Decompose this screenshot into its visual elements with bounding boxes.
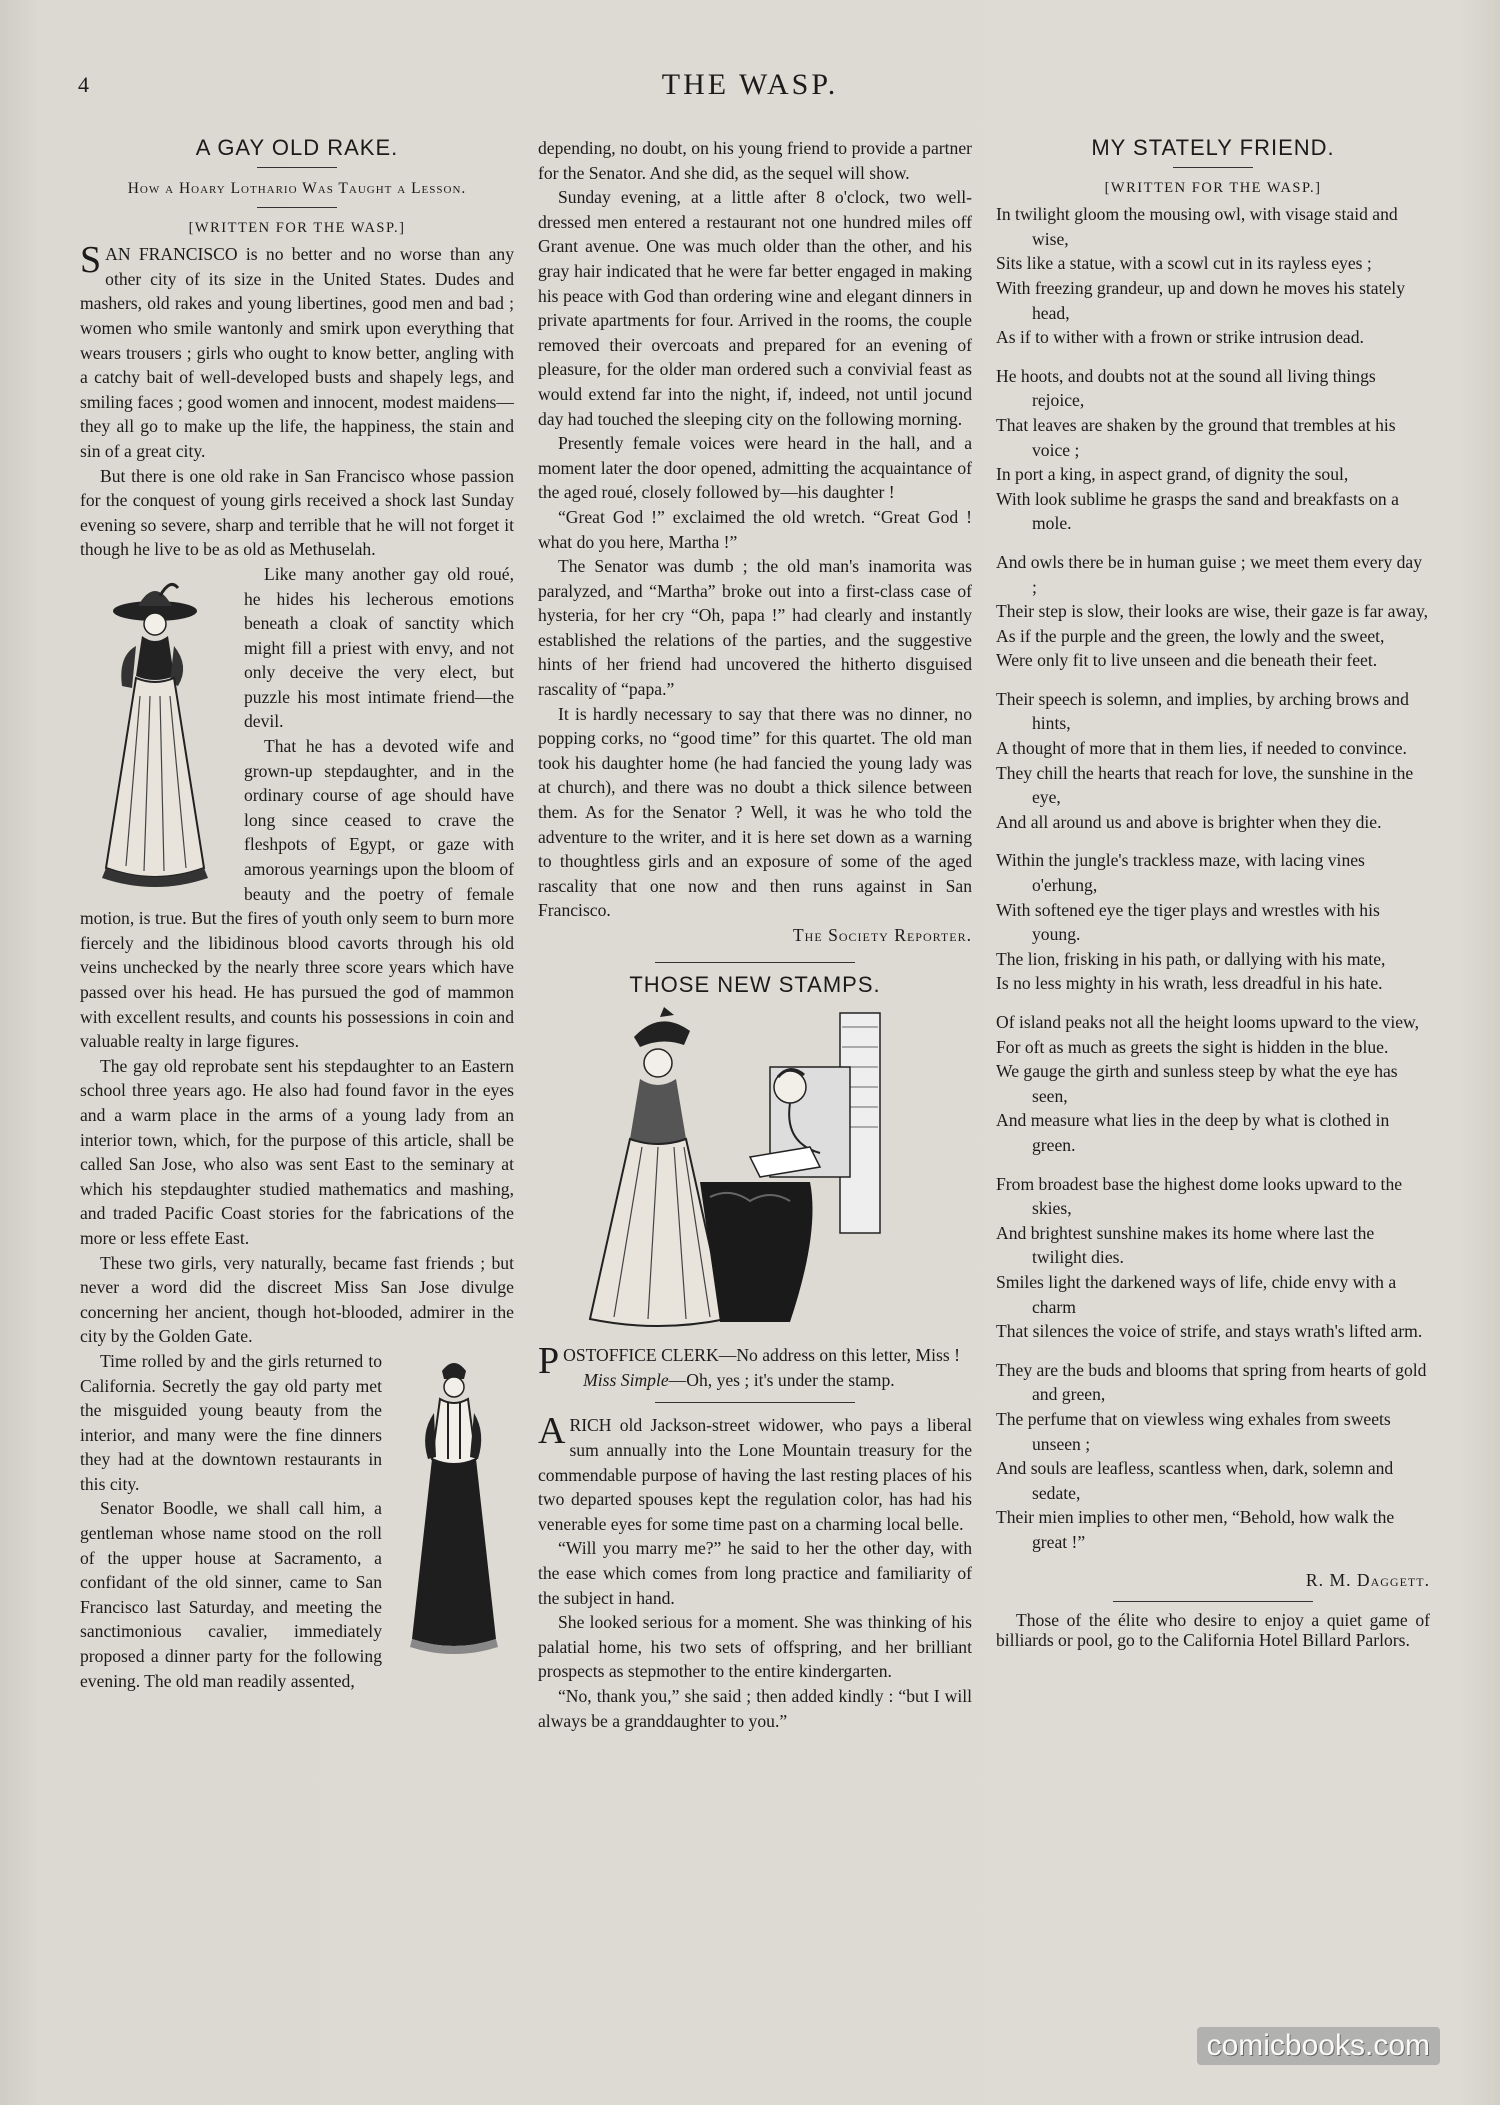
article-paragraph: “Great God !” exclaimed the old wretch. “Great God ! what do you here, Martha !” [538,506,972,552]
poem-line: That silences the voice of strife, and stays wrath's lifted arm. [996,1321,1423,1342]
poem-line: In twilight gloom the mousing owl, with visage staid and wise, [996,204,1398,249]
notice-billiards: Those of the élite who desire to enjoy a quiet game of billiards or pool, go to the California Hotel Billard Parlors. [996,1610,1430,1651]
poem-line: And measure what lies in the deep by what is clothed in green. [996,1110,1390,1155]
article-paragraph: It is hardly necessary to say that there was no dinner, no popping corks, no “good time” for this quartet. The old man took his daughter home (he had fancied the young lady was at church), and there was no doubt a thick silence between them. As for the Senator ? Well, it was he who told the adventure to the writer, and it is here set down as a warning to thoughtless girls and an exposure of some of the aged rascality that one now and then runs against in San Francisco. [538,703,972,921]
article-paragraph: ARICH old Jackson-street widower, who pays a liberal sum annually into the Lone Mountain treasury for the commendable purpose of having the last resting places of his two departed spouses kept the regulation color, has had his venerable eyes for some time past on a charming local belle. [538,1410,972,1534]
poem-line: Is no less mighty in his wrath, less dreadful in his hate. [996,973,1383,994]
article-paragraph: She looked serious for a moment. She was thinking of his palatial home, his two sets of offspring, and her brilliant prospects as stepmother to the entire kindergarten. [538,1612,972,1682]
article-signature: The Society Reporter. [792,925,972,945]
poem-line: The lion, frisking in his path, or dallying with his mate, [996,948,1386,969]
article-paragraph: Senator Boodle, we shall call him, a gentleman whose name stood on the roll of the upper house at Sacramento, a confidant of the old sinner, came to San Francisco last Saturday, and meeting the sanctimonious cavalier, immediately proposed a dinner party for the following evening. The old man readily assented, [80,1498,382,1691]
poem-stanza [996,848,1430,996]
article-paragraph: “No, thank you,” she said ; then added kindly : “but I will always be a granddaughter to you.” [538,1685,972,1731]
poem-line: He hoots, and doubts not at the sound all living things rejoice, [996,365,1376,411]
article-paragraph: These two girls, very naturally, became fast friends ; but never a word did the discreet Miss San Jose divulge concerning her ancient, though hot-blooded, admirer in the city by the Golden Gate. [80,1252,514,1347]
poem-stanza [996,202,1430,350]
article-paragraph: “Will you marry me?” he said to her the other day, with the ease which comes from long practice and familiarity of the subject in hand. [538,1538,972,1608]
subtitle-rule [257,207,337,208]
watermark-logo: comicbooks.com [1197,2027,1440,2065]
article-title-stately-friend: MY STATELY FRIEND. [1091,135,1335,160]
poem-stanza [996,1358,1430,1555]
article-title-new-stamps: THOSE NEW STAMPS. [629,971,881,997]
poem-stanza [996,550,1430,673]
article-paragraph: The gay old reprobate sent his stepdaughter to an Eastern school three years ago. He also had found favor in the eyes and a warm place in the arms of a young lady from an interior town, which, for the purpose of this article, shall be called San Jose, who also was sent East to the seminary at which his stepdaughter studied mathematics and mashing, and traded Pacific Coast stories for the fabrications of the more or less effete East. [80,1055,514,1248]
poem-line: As if the purple and the green, the lowly and the sweet, [996,625,1385,646]
poem-line: And souls are leafless, scantless when, dark, solemn and sedate, [996,1458,1394,1503]
poem-line: For oft as much as greets the sight is hidden in the blue. [996,1036,1389,1057]
poem-line: Sits like a statue, with a scowl cut in its rayless eyes ; [996,253,1372,274]
poem-line: With freezing grandeur, up and down he moves his stately head, [996,277,1405,323]
article-paragraph: But there is one old rake in San Francisco whose passion for the conquest of young girls received a shock last Sunday evening so severe, sharp and terrible that he will not forget it though he live to be as old as Methuselah. [80,465,514,560]
article-paragraph: SAN FRANCISCO is no better and no worse than any other city of its size in the United States. Dudes and mashers, old rakes and young libertines, good men and bad ; women who smile wantonly and smirk upon everything that wears trousers ; girls who ought to know better, angling with a catchy bait of well-developed busts and shapely legs, and smiling faces ; good women and innocent, modest maidens—they all go to make up the life, the happiness, the stain and sin of a great city. [80,239,514,461]
poem-line: And all around us and above is brighter when they die. [996,811,1382,832]
poem-line: Smiles light the darkened ways of life, chide envy with a charm [996,1271,1397,1317]
illustration-woman-standing [394,1353,514,1658]
poem-line: Were only fit to live unseen and die beneath their feet. [996,650,1378,671]
article-paragraph: Time rolled by and the girls returned to California. Secretly the gay old party met the misguided young beauty from the interior, and many were the fine dinners they had at the downtown restaurants in this city. [80,1350,382,1494]
poem-line: Their step is slow, their looks are wise, their gaze is far away, [996,601,1429,622]
poem-stanza [996,1172,1430,1344]
title-rule [257,167,337,168]
poem-line: And owls there be in human guise ; we meet them every day ; [996,551,1423,597]
article-subtitle: How a Hoary Lothario Was Taught a Lesson. [127,179,467,197]
column-3 [996,136,1430,1650]
poem-line: With look sublime he grasps the sand and breakfasts on a mole. [996,488,1399,534]
cartoon-caption-reply: Miss Simple—Oh, yes ; it's under the stamp. [583,1369,895,1390]
article-credit: [WRITTEN FOR THE WASP.] [1104,179,1322,196]
poem-signature: R. M. Daggett. [1305,1570,1430,1591]
column-2 [538,136,972,1733]
article-credit: [WRITTEN FOR THE WASP.] [188,219,406,236]
article-paragraph: The Senator was dumb ; the old man's inamorita was paralyzed, and “Martha” broke out into a first-class case of hysteria, for her cry “Oh, papa !” had clearly and instantly established the relations of the parties, and the suggestive hints of her friend had uncovered the hitherto disguised rascality of “papa.” [538,556,972,700]
poem-line: And brightest sunshine makes its home where last the twilight dies. [996,1222,1375,1268]
illustration-woman-in-dress [80,566,230,896]
poem-line: With softened eye the tiger plays and wrestles with his young. [996,899,1380,945]
section-rule [655,962,855,963]
poem-line: From broadest base the highest dome looks upward to the skies, [996,1173,1403,1219]
poem-stanza [996,364,1430,536]
title-rule [1173,167,1253,168]
poem-line: That leaves are shaken by the ground that trembles at his voice ; [996,414,1396,460]
article-paragraph: Sunday evening, at a little after 8 o'clock, two well-dressed men entered a restaurant not one hundred miles off Grant avenue. One was much older than the other, and his gray hair indicated that he were far better engaged in making his peace with God than ordering wine and elegant dinners in private apartments for four. Arrived in the rooms, the couple removed their overcoats and prepared for an evening of pleasure, for the older man ordered such a convivial feast as would extend far into the night, if, indeed, not until jocund day had touched the sleeping city on the following morning. [538,187,972,429]
poem-line: They are the buds and blooms that spring from hearts of gold and green, [996,1359,1427,1405]
poem-line: Within the jungle's trackless maze, with lacing vines o'erhung, [996,850,1365,896]
poem [996,202,1430,1554]
poem-line: The perfume that on viewless wing exhales from sweets unseen ; [996,1408,1391,1454]
page-number: 4 [78,72,89,97]
article-paragraph: Presently female voices were heard in the hall, and a moment later the door opened, admitting the acquaintance of the aged roué, closely followed by—his daughter ! [538,433,972,503]
poem-line: They chill the hearts that reach for love, the sunshine in the eye, [996,762,1414,808]
section-rule [1113,1601,1313,1602]
poem-line: A thought of more that in them lies, if needed to convince. [996,738,1407,759]
column-1 [80,136,514,1693]
article-paragraph: Like many another gay old roué, he hides his lecherous emotions beneath a cloak of sanctity which might fill a priest with envy, and not only deceive the very elect, but puzzle his most intimate friend—the devil. [244,563,514,732]
drop-cap: S [80,239,102,282]
poem-line: As if to wither with a frown or strike intrusion dead. [996,327,1364,348]
poem-stanza [996,1010,1430,1158]
article-paragraph: depending, no doubt, on his young friend to provide a partner for the Senator. And she did, as the sequel will show. [538,138,972,183]
poem-line: Their speech is solemn, and implies, by arching brows and hints, [996,688,1409,734]
poem-line: Of island peaks not all the height looms upward to the view, [996,1012,1419,1032]
poem-line: In port a king, in aspect grand, of dignity the soul, [996,464,1349,485]
section-rule [655,1402,855,1403]
cartoon-postoffice [550,1007,960,1337]
poem-line: We gauge the girth and sunless steep by what the eye has seen, [996,1061,1398,1106]
article-paragraph: That he has a devoted wife and grown-up stepdaughter, and in the ordinary course of age should have long since ceased to crave the fleshpots of Egypt, or gaze with amorous yearnings upon the bloom of beauty and the poetry of female motion, is true. But the fires of youth only seem to burn more fiercely and the libidinous blood cavorts through his old veins unchecked by the nearly three score years which have passed over his head. He has pursued the god of mammon with excellent results, and counts his possessions in coin and valuable realty in large figures. [80,736,514,1052]
poem-stanza [996,687,1430,835]
article-title-gay-old-rake: A GAY OLD RAKE. [195,135,399,160]
poem-line: Their mien implies to other men, “Behold, how walk the great !” [996,1507,1395,1552]
cartoon-caption: POSTOFFICE CLERK—No address on this letter, Miss ! [538,1340,960,1383]
masthead: THE WASP. [661,68,839,101]
